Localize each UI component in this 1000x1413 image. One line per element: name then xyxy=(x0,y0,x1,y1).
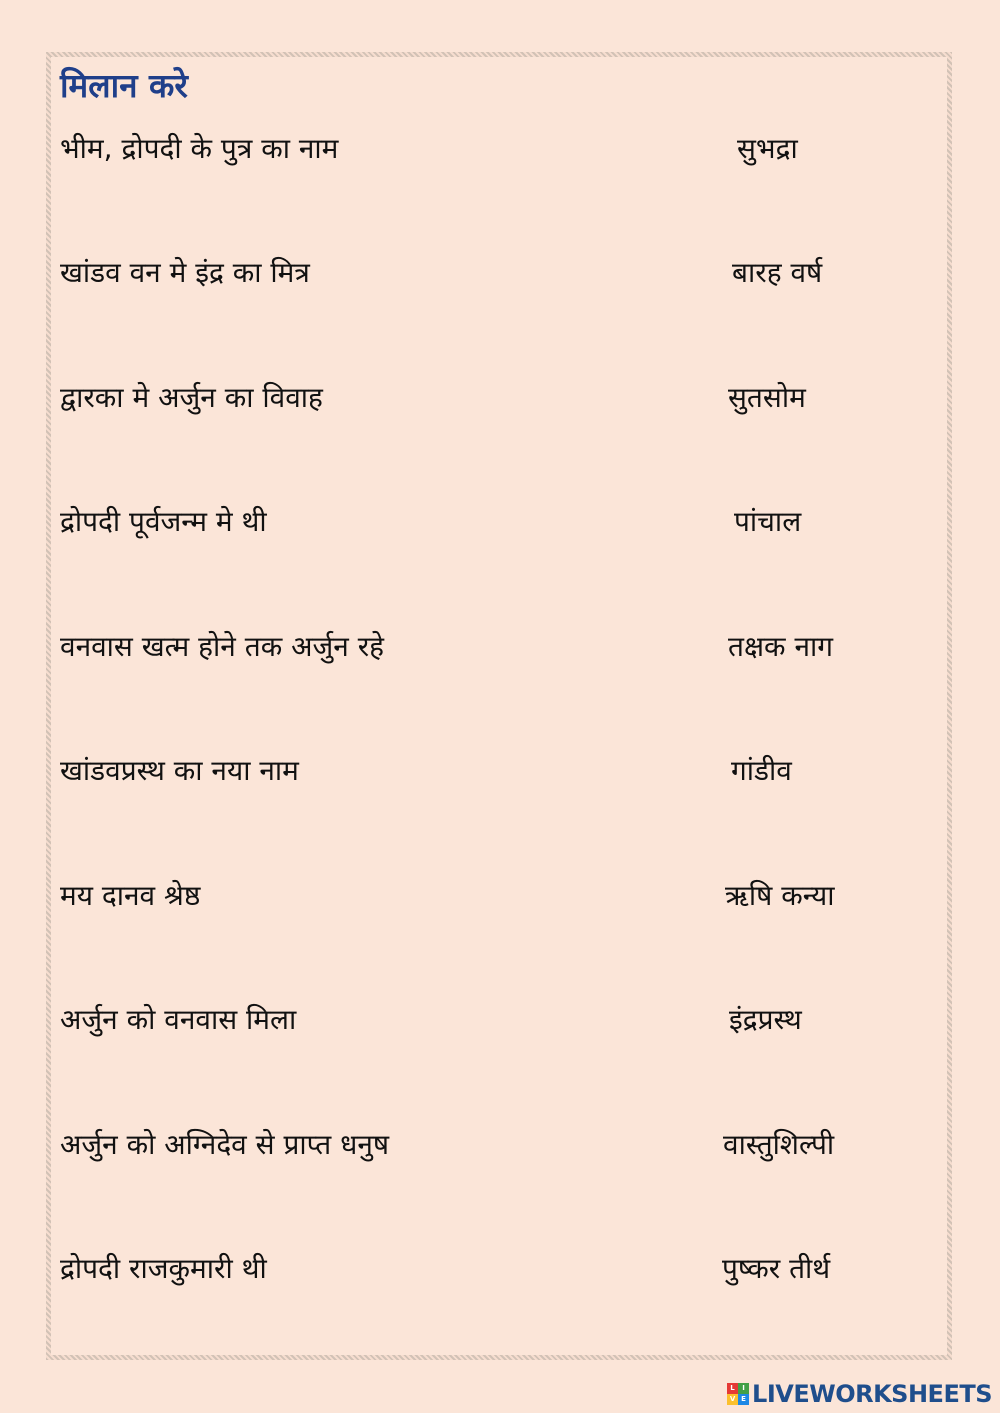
right-item: इंद्रप्रस्थ xyxy=(729,1003,802,1036)
match-row xyxy=(0,376,1000,420)
liveworksheets-logo[interactable] xyxy=(727,1379,992,1409)
right-item: सुभद्रा xyxy=(737,132,798,165)
left-item: द्वारका मे अर्जुन का विवाह xyxy=(60,381,323,414)
right-item: पांचाल xyxy=(734,505,802,538)
left-item: द्रोपदी राजकुमारी थी xyxy=(60,1252,267,1285)
logo-mark-tile: L xyxy=(727,1383,738,1394)
match-row xyxy=(0,874,1000,918)
right-item: सुतसोम xyxy=(728,381,806,414)
left-item: खांडव वन मे इंद्र का मित्र xyxy=(60,256,310,289)
match-row xyxy=(0,1247,1000,1291)
left-item: खांडवप्रस्थ का नया नाम xyxy=(60,754,299,787)
left-item: अर्जुन को अग्निदेव से प्राप्त धनुष xyxy=(60,1128,390,1161)
left-item: अर्जुन को वनवास मिला xyxy=(60,1003,297,1036)
left-item: वनवास खत्म होने तक अर्जुन रहे xyxy=(60,630,385,663)
match-row xyxy=(0,127,1000,171)
left-item: द्रोपदी पूर्वजन्म मे थी xyxy=(60,505,267,538)
right-item: बारह वर्ष xyxy=(732,256,823,289)
worksheet-title: मिलान करे xyxy=(60,66,188,105)
left-item: भीम, द्रोपदी के पुत्र का नाम xyxy=(60,132,339,165)
right-item: पुष्कर तीर्थ xyxy=(722,1252,831,1285)
right-item: तक्षक नाग xyxy=(728,630,833,663)
logo-mark-icon xyxy=(727,1383,749,1405)
match-row xyxy=(0,749,1000,793)
logo-mark-tile: I xyxy=(738,1383,749,1394)
match-row xyxy=(0,625,1000,669)
right-item: वास्तुशिल्पी xyxy=(723,1128,835,1161)
right-item: ऋषि कन्या xyxy=(725,879,835,912)
right-item: गांडीव xyxy=(731,754,792,787)
match-row xyxy=(0,500,1000,544)
match-row xyxy=(0,251,1000,295)
match-row xyxy=(0,998,1000,1042)
left-item: मय दानव श्रेष्ठ xyxy=(60,879,201,912)
logo-mark-tile: V xyxy=(727,1394,738,1405)
logo-mark-tile: E xyxy=(738,1394,749,1405)
logo-text: LIVEWORKSHEETS xyxy=(752,1380,992,1408)
match-row xyxy=(0,1123,1000,1167)
